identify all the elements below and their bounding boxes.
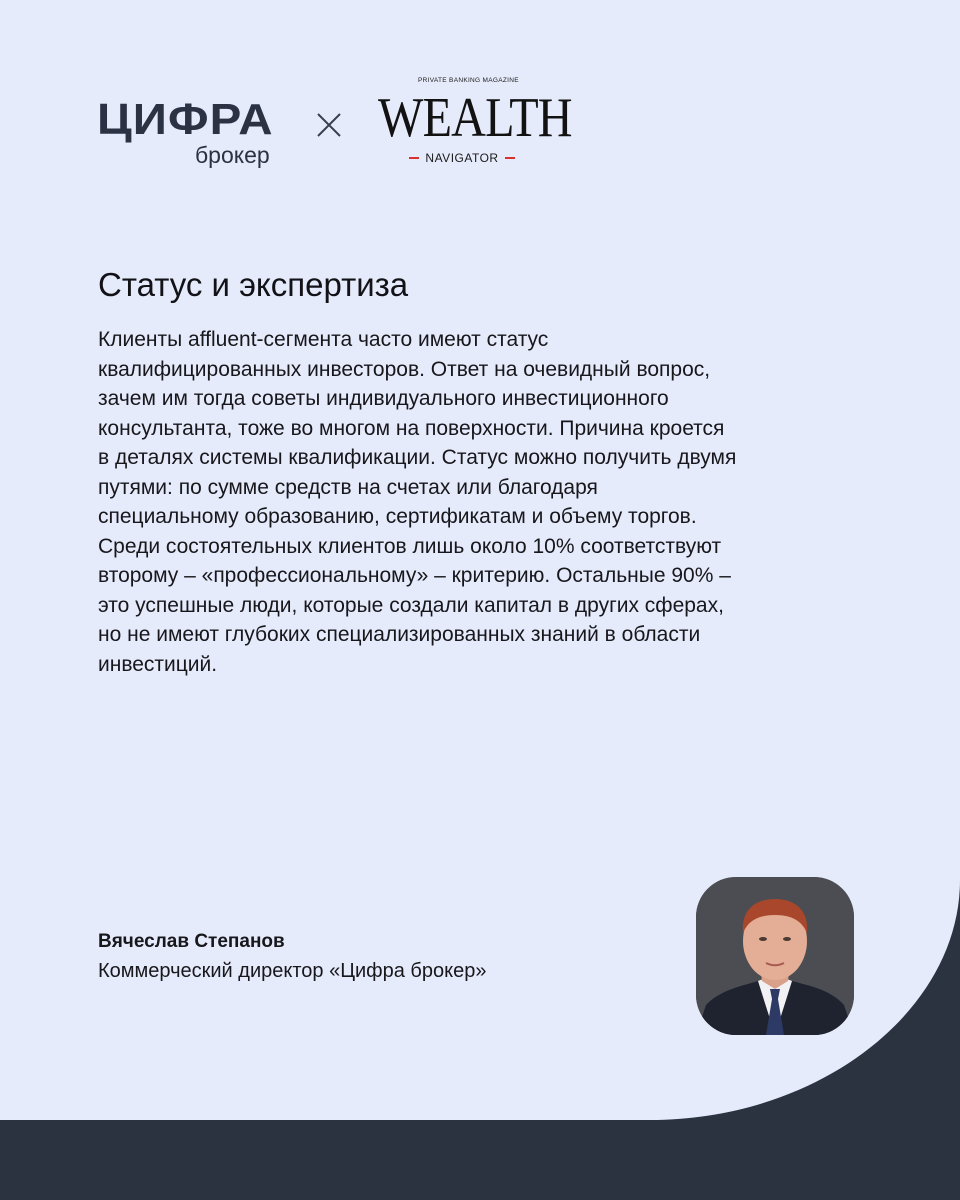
wealth-navigator-logo bbox=[372, 75, 572, 170]
red-dash-right bbox=[505, 157, 515, 159]
author-portrait bbox=[696, 877, 854, 1035]
cross-icon bbox=[316, 112, 342, 138]
article-body: Клиенты affluent-сегмента часто имеют статус квалифицированных инвесторов. Ответ на очевидный вопрос, зачем им тогда советы индивидуального инвестиционного консультанта, тоже во многом на поверхности. Причина кроется в деталях системы квалификации. Статус можно получить двумя путями: по сумме средств на счетах или благодаря специальному образованию, сертификатам и объему торгов. Среди состоятельных клиентов лишь около 10% соответствуют второму – «профессиональному» – критерию. Остальные 90% – это успешные люди, которые создали капитал в других сферах, но не имеют глубоких специализированных знаний в области инвестиций. bbox=[98, 328, 737, 676]
article-heading: Статус и экспертиза bbox=[98, 266, 409, 303]
red-dash-left bbox=[409, 157, 419, 159]
wealth-logo-navigator: NAVIGATOR bbox=[425, 151, 499, 165]
portrait-photo-icon bbox=[696, 877, 854, 1035]
cifra-logo-subtitle: брокер bbox=[195, 142, 270, 168]
wealth-logo-subtitle bbox=[408, 151, 516, 165]
wealth-logo-kicker: PRIVATE BANKING MAGAZINE bbox=[418, 77, 519, 84]
author-name: Вячеслав Степанов bbox=[98, 931, 285, 952]
cifra-logo-word: ЦИФРА bbox=[97, 95, 274, 144]
cifra-broker-logo bbox=[97, 97, 287, 172]
author-role: Коммерческий директор «Цифра брокер» bbox=[98, 960, 487, 982]
wealth-logo-word: WEALTH bbox=[378, 87, 572, 149]
